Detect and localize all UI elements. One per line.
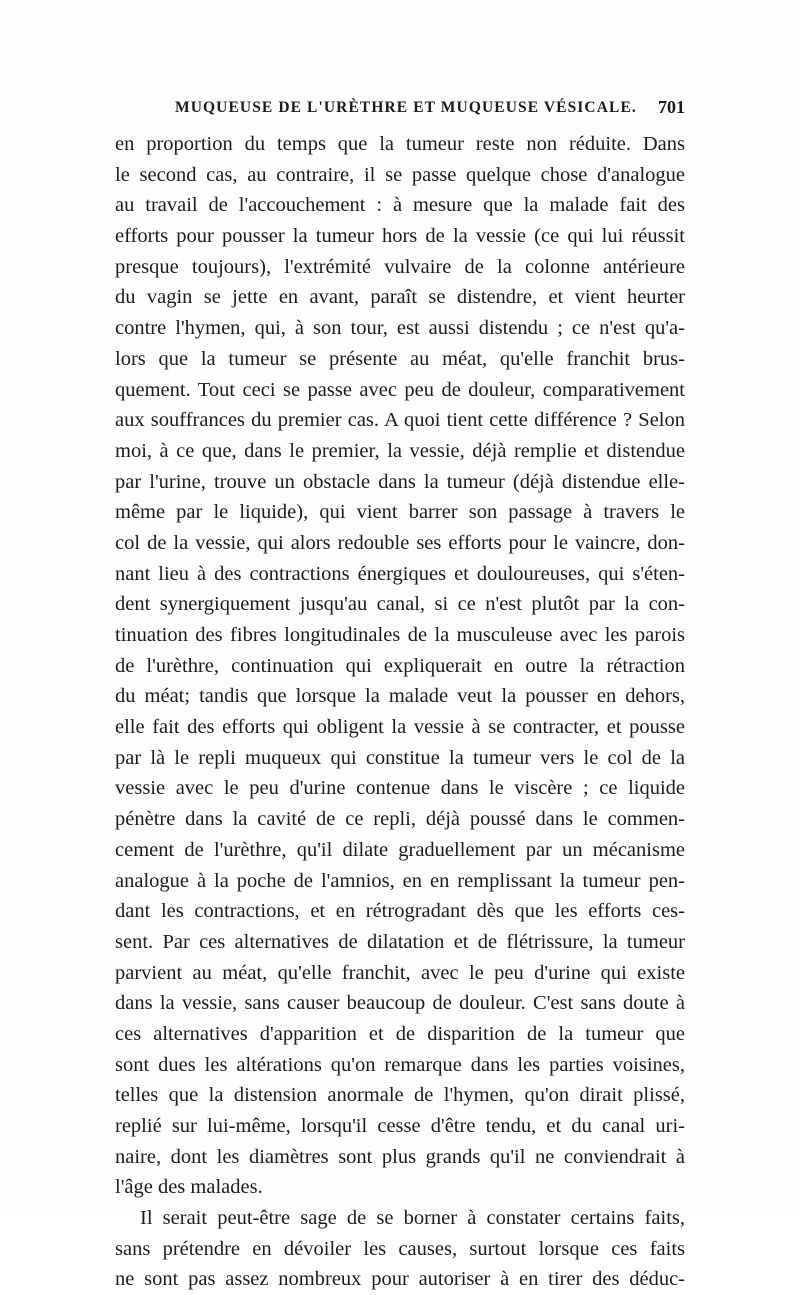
text-line: du méat; tandis que lorsque la malade veut la pousser en dehors, — [115, 685, 685, 708]
text-line: aux souffrances du premier cas. A quoi tient cette différence ? Selon — [115, 409, 685, 432]
text-line: même par le liquide), qui vient barrer son passage à travers le — [115, 501, 685, 524]
text-line: presque toujours), l'extrémité vulvaire de la colonne antérieure — [115, 255, 685, 278]
text-line: par là le repli muqueux qui constitue la tumeur vers le col de la — [115, 746, 685, 769]
text-line: analogue à la poche de l'amnios, en en remplissant la tumeur pen- — [115, 869, 685, 892]
text-line: naire, dont les diamètres sont plus grands qu'il ne conviendrait à — [115, 1145, 685, 1168]
text-line: telles que la distension anormale de l'hymen, qu'on dirait plissé, — [115, 1084, 685, 1107]
text-line: col de la vessie, qui alors redouble ses efforts pour le vaincre, don- — [115, 531, 685, 554]
text-line: ne sont pas assez nombreux pour autoriser à en tirer des déduc- — [115, 1268, 685, 1291]
text-line: du vagin se jette en avant, paraît se distendre, et vient heurter — [115, 286, 685, 309]
text-line: de l'urèthre, continuation qui expliquerait en outre la rétraction — [115, 654, 685, 677]
text-line: nant lieu à des contractions énergiques et douloureuses, qui s'éten- — [115, 562, 685, 585]
page-number: 701 — [658, 97, 685, 117]
text-line: elle fait des efforts qui obligent la vessie à se contracter, et pousse — [115, 716, 685, 739]
text-line: dant les contractions, et en rétrogradant dès que les efforts ces- — [115, 900, 685, 923]
text-line: lors que la tumeur se présente au méat, qu'elle franchit brus- — [115, 347, 685, 370]
running-head: MUQUEUSE DE L'URÈTHRE ET MUQUEUSE VÉSICALE. — [175, 99, 637, 116]
text-line: par l'urine, trouve un obstacle dans la tumeur (déjà distendue elle- — [115, 470, 685, 493]
text-line: pénètre dans la cavité de ce repli, déjà poussé dans le commen- — [115, 808, 685, 831]
text-line: dent synergiquement jusqu'au canal, si ce n'est plutôt par la con- — [115, 593, 685, 616]
paragraph-end-line: l'âge des malades. — [115, 1176, 263, 1199]
text-line: replié sur lui-même, lorsqu'il cesse d'être tendu, et du canal uri- — [115, 1115, 685, 1137]
text-line: en proportion du temps que la tumeur reste non réduite. Dans — [115, 133, 685, 155]
text-line: moi, à ce que, dans le premier, la vessie, déjà remplie et distendue — [115, 439, 685, 462]
body-text — [115, 129, 685, 1295]
text-line: ces alternatives d'apparition et de disparition de la tumeur que — [115, 1022, 685, 1045]
text-line: sent. Par ces alternatives de dilatation et de flétrissure, la tumeur — [115, 930, 685, 953]
text-line: sans prétendre en dévoiler les causes, surtout lorsque ces faits — [115, 1237, 685, 1260]
paragraph-start-line: Il serait peut-être sage de se borner à constater certains faits, — [140, 1207, 685, 1230]
text-line: quement. Tout ceci se passe avec peu de douleur, comparativement — [115, 378, 685, 401]
text-line: dans la vessie, sans causer beaucoup de douleur. C'est sans doute à — [115, 992, 685, 1015]
text-line: cement de l'urèthre, qu'il dilate graduellement par un mécanisme — [115, 838, 685, 861]
text-line: tinuation des fibres longitudinales de la musculeuse avec les parois — [115, 624, 685, 646]
text-line: au travail de l'accouchement : à mesure que la malade fait des — [115, 194, 685, 217]
text-line: le second cas, au contraire, il se passe quelque chose d'analogue — [115, 163, 685, 186]
page-header — [115, 99, 685, 123]
text-line: efforts pour pousser la tumeur hors de la vessie (ce qui lui réussit — [115, 225, 685, 248]
text-line: sont dues les altérations qu'on remarque dans les parties voisines, — [115, 1053, 685, 1076]
text-line: contre l'hymen, qui, à son tour, est aussi distendu ; ce n'est qu'a- — [115, 317, 685, 340]
text-line: vessie avec le peu d'urine contenue dans le viscère ; ce liquide — [115, 777, 685, 800]
text-line: parvient au méat, qu'elle franchit, avec le peu d'urine qui existe — [115, 961, 685, 984]
